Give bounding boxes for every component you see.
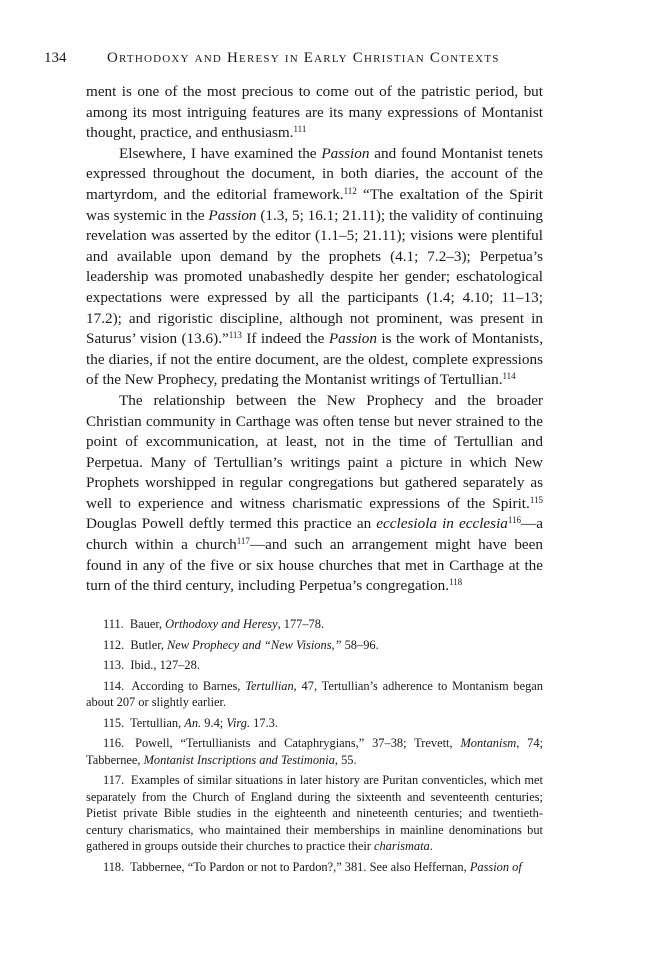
main-text <box>86 82 543 597</box>
footnote-ref-113[interactable]: 113 <box>228 330 242 341</box>
footnote-118: 118. Tabbernee, “To Pardon or not to Pardon?,” 381. See also Heffernan, Passion of <box>103 859 522 874</box>
footnote-ref-116[interactable]: 116 <box>507 515 522 526</box>
page-header <box>0 50 650 72</box>
footnote-113: 113. Ibid., 127–28. <box>103 658 200 672</box>
footnote-111: 111. Bauer, Orthodoxy and Heresy, 177–78. <box>103 617 325 631</box>
footnote-117: 117. Examples of similar situations in later history are Puritan conventicles, which met separately from the Church of England during the sixteenth and seventeenth centuries; Pietist private Bible studies in the eighteenth and nineteenth centuries; and twentieth-century charismatics, who maintained their memberships in mainline denominations but gathered in groups outside their churches to practice their charismata. <box>86 773 543 853</box>
footnote-114: 114. According to Barnes, Tertullian, 47, Tertullian’s adherence to Montanism began about 207 or slightly earlier. <box>86 678 543 709</box>
paragraph-3: The relationship between the New Prophecy and the broader Christian community in Carthage was often tense but never strained to the point of excommunication, at least, not in the time of Tertullian and Perpetua. Many of Tertullian’s writings paint a picture in which New Prophets worshipped in regular congregations but gathered separately as well to experience and witness charismatic expressions of the Spirit.$^{115}$ Douglas Powell deftly termed this practice an ecclesiola in ecclesia$^{116}$—a church within a church$^{117}$—and such an arrangement might have been found in any of the five or six house churches that met in Carthage at the turn of the third century, including Perpetua’s congregation.$^{118}$ <box>86 391 543 595</box>
footnote-ref-112[interactable]: 112 <box>343 185 357 196</box>
footnote-ref-114[interactable]: 114 <box>502 371 516 382</box>
paragraph-1: ment is one of the most precious to come out of the patristic period, but among its most intriguing features are its many expressions of Montanist thought, practice, and enthusiasm.$^{111}$ <box>86 83 543 142</box>
footnotes <box>86 616 543 879</box>
footnote-ref-111[interactable]: 111 <box>293 124 307 135</box>
footnote-115: 115. Tertullian, An. 9.4; Virg. 17.3. <box>103 715 278 730</box>
footnote-ref-117[interactable]: 117 <box>236 536 250 547</box>
running-head: Orthodoxy and Heresy in Early Christian Contexts <box>107 50 500 66</box>
footnote-116: 116. Powell, “Tertullianists and Cataphrygians,” 37–38; Trevett, Montanism, 74; Tabbernee, Montanist Inscriptions and Testimonia, 55. <box>86 736 544 767</box>
footnote-112: 112. Butler, New Prophecy and “New Visions,” 58–96. <box>103 637 379 652</box>
footnote-ref-115[interactable]: 115 <box>529 494 543 505</box>
footnote-ref-118[interactable]: 118 <box>449 577 463 588</box>
page-number: 134 <box>44 50 67 66</box>
paragraph-2: Elsewhere, I have examined the Passion and found Montanist tenets expressed throughout the document, in both diaries, the account of the martyrdom, and the editorial framework.$^{112}$ “The exaltation of the Spirit was systemic in the Passion (1.3, 5; 16.1; 21.11); the validity of continuing revelation was asserted by the editor (1.1–5; 21.11); visions were plentiful and available upon demand by the prophets (4.1; 7.2–3); Perpetua’s leadership was promoted unabashedly despite her gender; eschatological expectations were expressed by all the participants (1.4; 4.10; 11–13; 17.2); and rigoristic discipline, although not prominent, was present in Saturus’ vision (13.6).”$^{113}$ If indeed the Passion is the work of Montanists, the diaries, if not the entire document, are the oldest, complete expressions of the New Prophecy, predating the Montanist writings of Tertullian.$^{114}$ <box>86 144 544 389</box>
